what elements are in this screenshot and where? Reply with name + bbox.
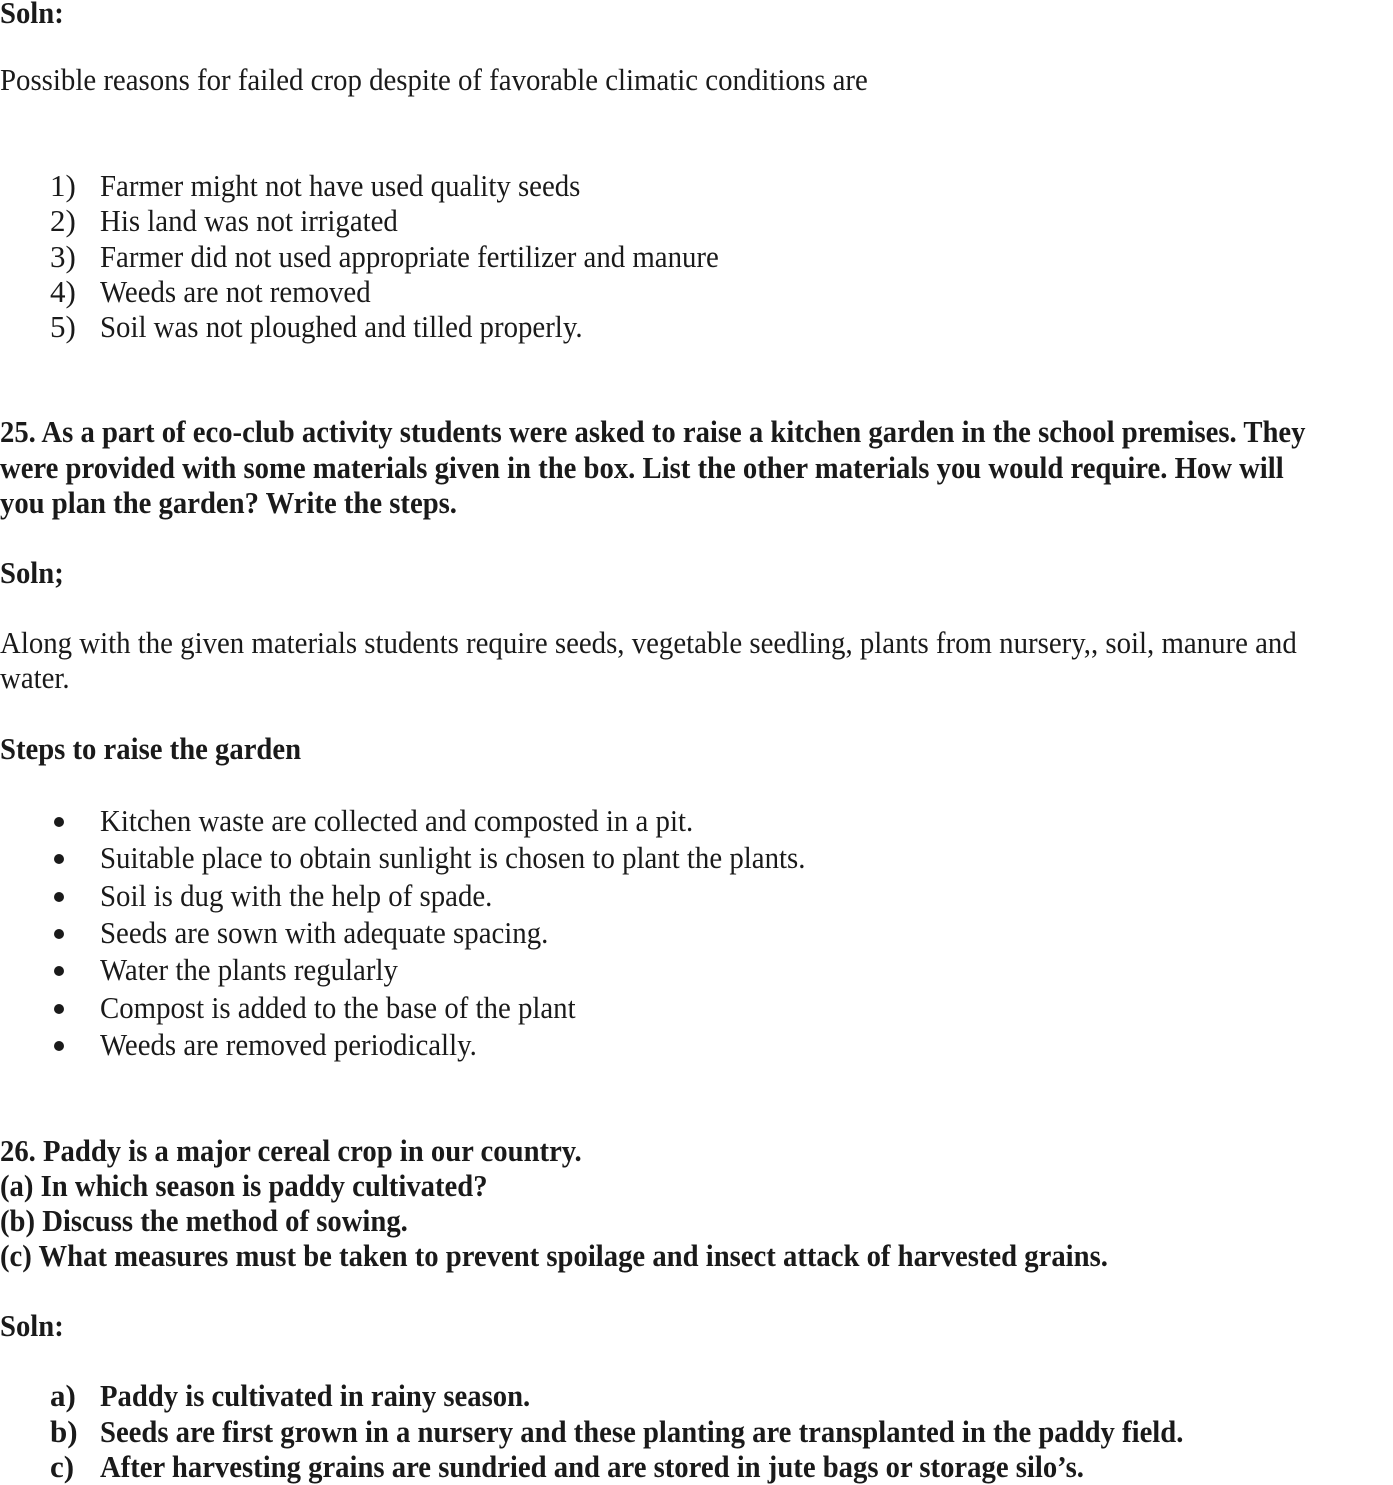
bullet-icon xyxy=(54,854,64,864)
answer-25-line: Along with the given materials students require seeds, vegetable seedling, plants from nursery,, soil, manure and xyxy=(0,625,1297,660)
solution-heading-24: Soln: xyxy=(0,0,64,30)
list-marker: 3) xyxy=(50,239,76,274)
list-marker: 2) xyxy=(50,203,76,238)
list-item: Weeds are removed periodically. xyxy=(100,1027,477,1062)
list-item: Soil was not ploughed and tilled properly. xyxy=(100,309,583,344)
bullet-icon xyxy=(54,817,64,827)
list-marker: 5) xyxy=(50,309,76,344)
list-item: Compost is added to the base of the plant xyxy=(100,990,576,1025)
list-item: Farmer might not have used quality seeds xyxy=(100,168,581,203)
question-25-line: you plan the garden? Write the steps. xyxy=(0,485,457,520)
list-item: Kitchen waste are collected and composted in a pit. xyxy=(100,803,694,838)
question-25-line: were provided with some materials given in the box. List the other materials you would require. How will xyxy=(0,450,1284,485)
steps-heading: Steps to raise the garden xyxy=(0,731,302,766)
question-26-line: (b) Discuss the method of sowing. xyxy=(0,1203,408,1238)
question-26-line: 26. Paddy is a major cereal crop in our country. xyxy=(0,1133,582,1168)
list-item: Paddy is cultivated in rainy season. xyxy=(100,1378,531,1413)
bullet-icon xyxy=(54,1041,64,1051)
solution-intro-24: Possible reasons for failed crop despite of favorable climatic conditions are xyxy=(0,62,868,97)
list-marker: 1) xyxy=(50,168,76,203)
question-26-line: (a) In which season is paddy cultivated? xyxy=(0,1168,488,1203)
solution-heading-25: Soln; xyxy=(0,555,64,590)
list-marker: 4) xyxy=(50,274,76,309)
list-item: Seeds are sown with adequate spacing. xyxy=(100,915,549,950)
list-item: His land was not irrigated xyxy=(100,203,398,238)
question-26-line: (c) What measures must be taken to prevent spoilage and insect attack of harvested grains. xyxy=(0,1238,1108,1273)
list-item: Soil is dug with the help of spade. xyxy=(100,878,493,913)
list-item: Weeds are not removed xyxy=(100,274,371,309)
list-item: After harvesting grains are sundried and are stored in jute bags or storage silo’s. xyxy=(100,1449,1084,1484)
bullet-icon xyxy=(54,929,64,939)
answer-25-line: water. xyxy=(0,660,70,695)
list-item: Seeds are first grown in a nursery and these planting are transplanted in the paddy field. xyxy=(100,1414,1184,1449)
list-marker: a) xyxy=(50,1378,76,1413)
list-item: Water the plants regularly xyxy=(100,952,398,987)
list-item: Suitable place to obtain sunlight is chosen to plant the plants. xyxy=(100,840,806,875)
bullet-icon xyxy=(54,1004,64,1014)
solution-heading-26: Soln: xyxy=(0,1308,64,1343)
list-marker: b) xyxy=(50,1414,78,1449)
list-item: Farmer did not used appropriate fertilizer and manure xyxy=(100,239,719,274)
question-25-line: 25. As a part of eco-club activity students were asked to raise a kitchen garden in the school premises. They xyxy=(0,414,1306,449)
bullet-icon xyxy=(54,892,64,902)
list-marker: c) xyxy=(50,1449,75,1484)
bullet-icon xyxy=(54,966,64,976)
